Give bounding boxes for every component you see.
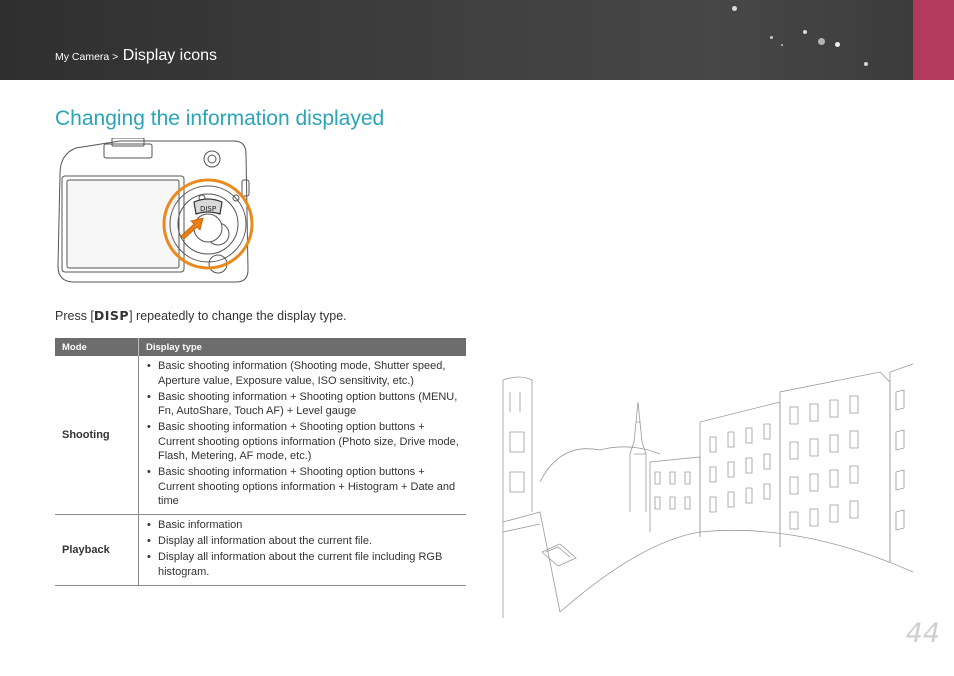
breadcrumb [55,47,217,65]
sparkle-decoration [818,38,825,45]
disp-button-label: DISP [199,205,217,213]
list-item: • Basic shooting information + Shooting option buttons + Current shooting options information (Photo size, Drive mode, Flash, Metering, AF mode, etc.) [147,420,462,464]
display-type-table [55,338,466,586]
column-header-mode: Mode [55,338,139,356]
camera-illustration [54,138,254,286]
list-item: • Display all information about the current file. [147,534,462,549]
column-header-display-type: Display type [139,338,467,356]
table-row-playback [55,515,466,586]
table-row-shooting [55,356,466,515]
list-item: • Basic shooting information (Shooting mode, Shutter speed, Aperture value, Exposure value, ISO sensitivity, etc.) [147,359,462,388]
sparkle-decoration [864,62,868,66]
page-title: Changing the information displayed [55,107,385,130]
page-number: 44 [905,618,940,649]
table-header-row [55,338,466,356]
breadcrumb-parent[interactable]: My Camera > [55,51,119,63]
sparkle-decoration [732,6,737,11]
chapter-tab[interactable] [913,0,954,80]
mode-cell: Shooting [55,356,139,515]
instruction-prefix: Press [ [55,309,94,323]
sparkle-decoration [803,30,807,34]
display-type-cell [139,356,467,515]
display-type-list [147,518,462,579]
display-type-list [147,359,462,509]
breadcrumb-current: Display icons [122,47,218,64]
list-item: • Basic shooting information + Shooting option buttons (MENU, Fn, AutoShare, Touch AF) + Level gauge [147,390,462,419]
list-item: • Basic shooting information + Shooting option buttons + Current shooting options information + Histogram + Date and time [147,465,462,509]
list-item: • Display all information about the current file including RGB histogram. [147,550,462,579]
instruction-text [55,308,347,323]
sparkle-decoration [835,42,840,47]
mode-cell: Playback [55,515,139,586]
sparkle-decoration [781,44,783,46]
display-type-cell [139,515,467,586]
city-sketch-illustration [500,362,914,620]
instruction-suffix: ] repeatedly to change the display type. [129,309,347,323]
page-header [0,0,954,80]
list-item: • Basic information [147,518,462,533]
disp-button-glyph: DISP [93,308,130,323]
sparkle-decoration [770,36,773,39]
